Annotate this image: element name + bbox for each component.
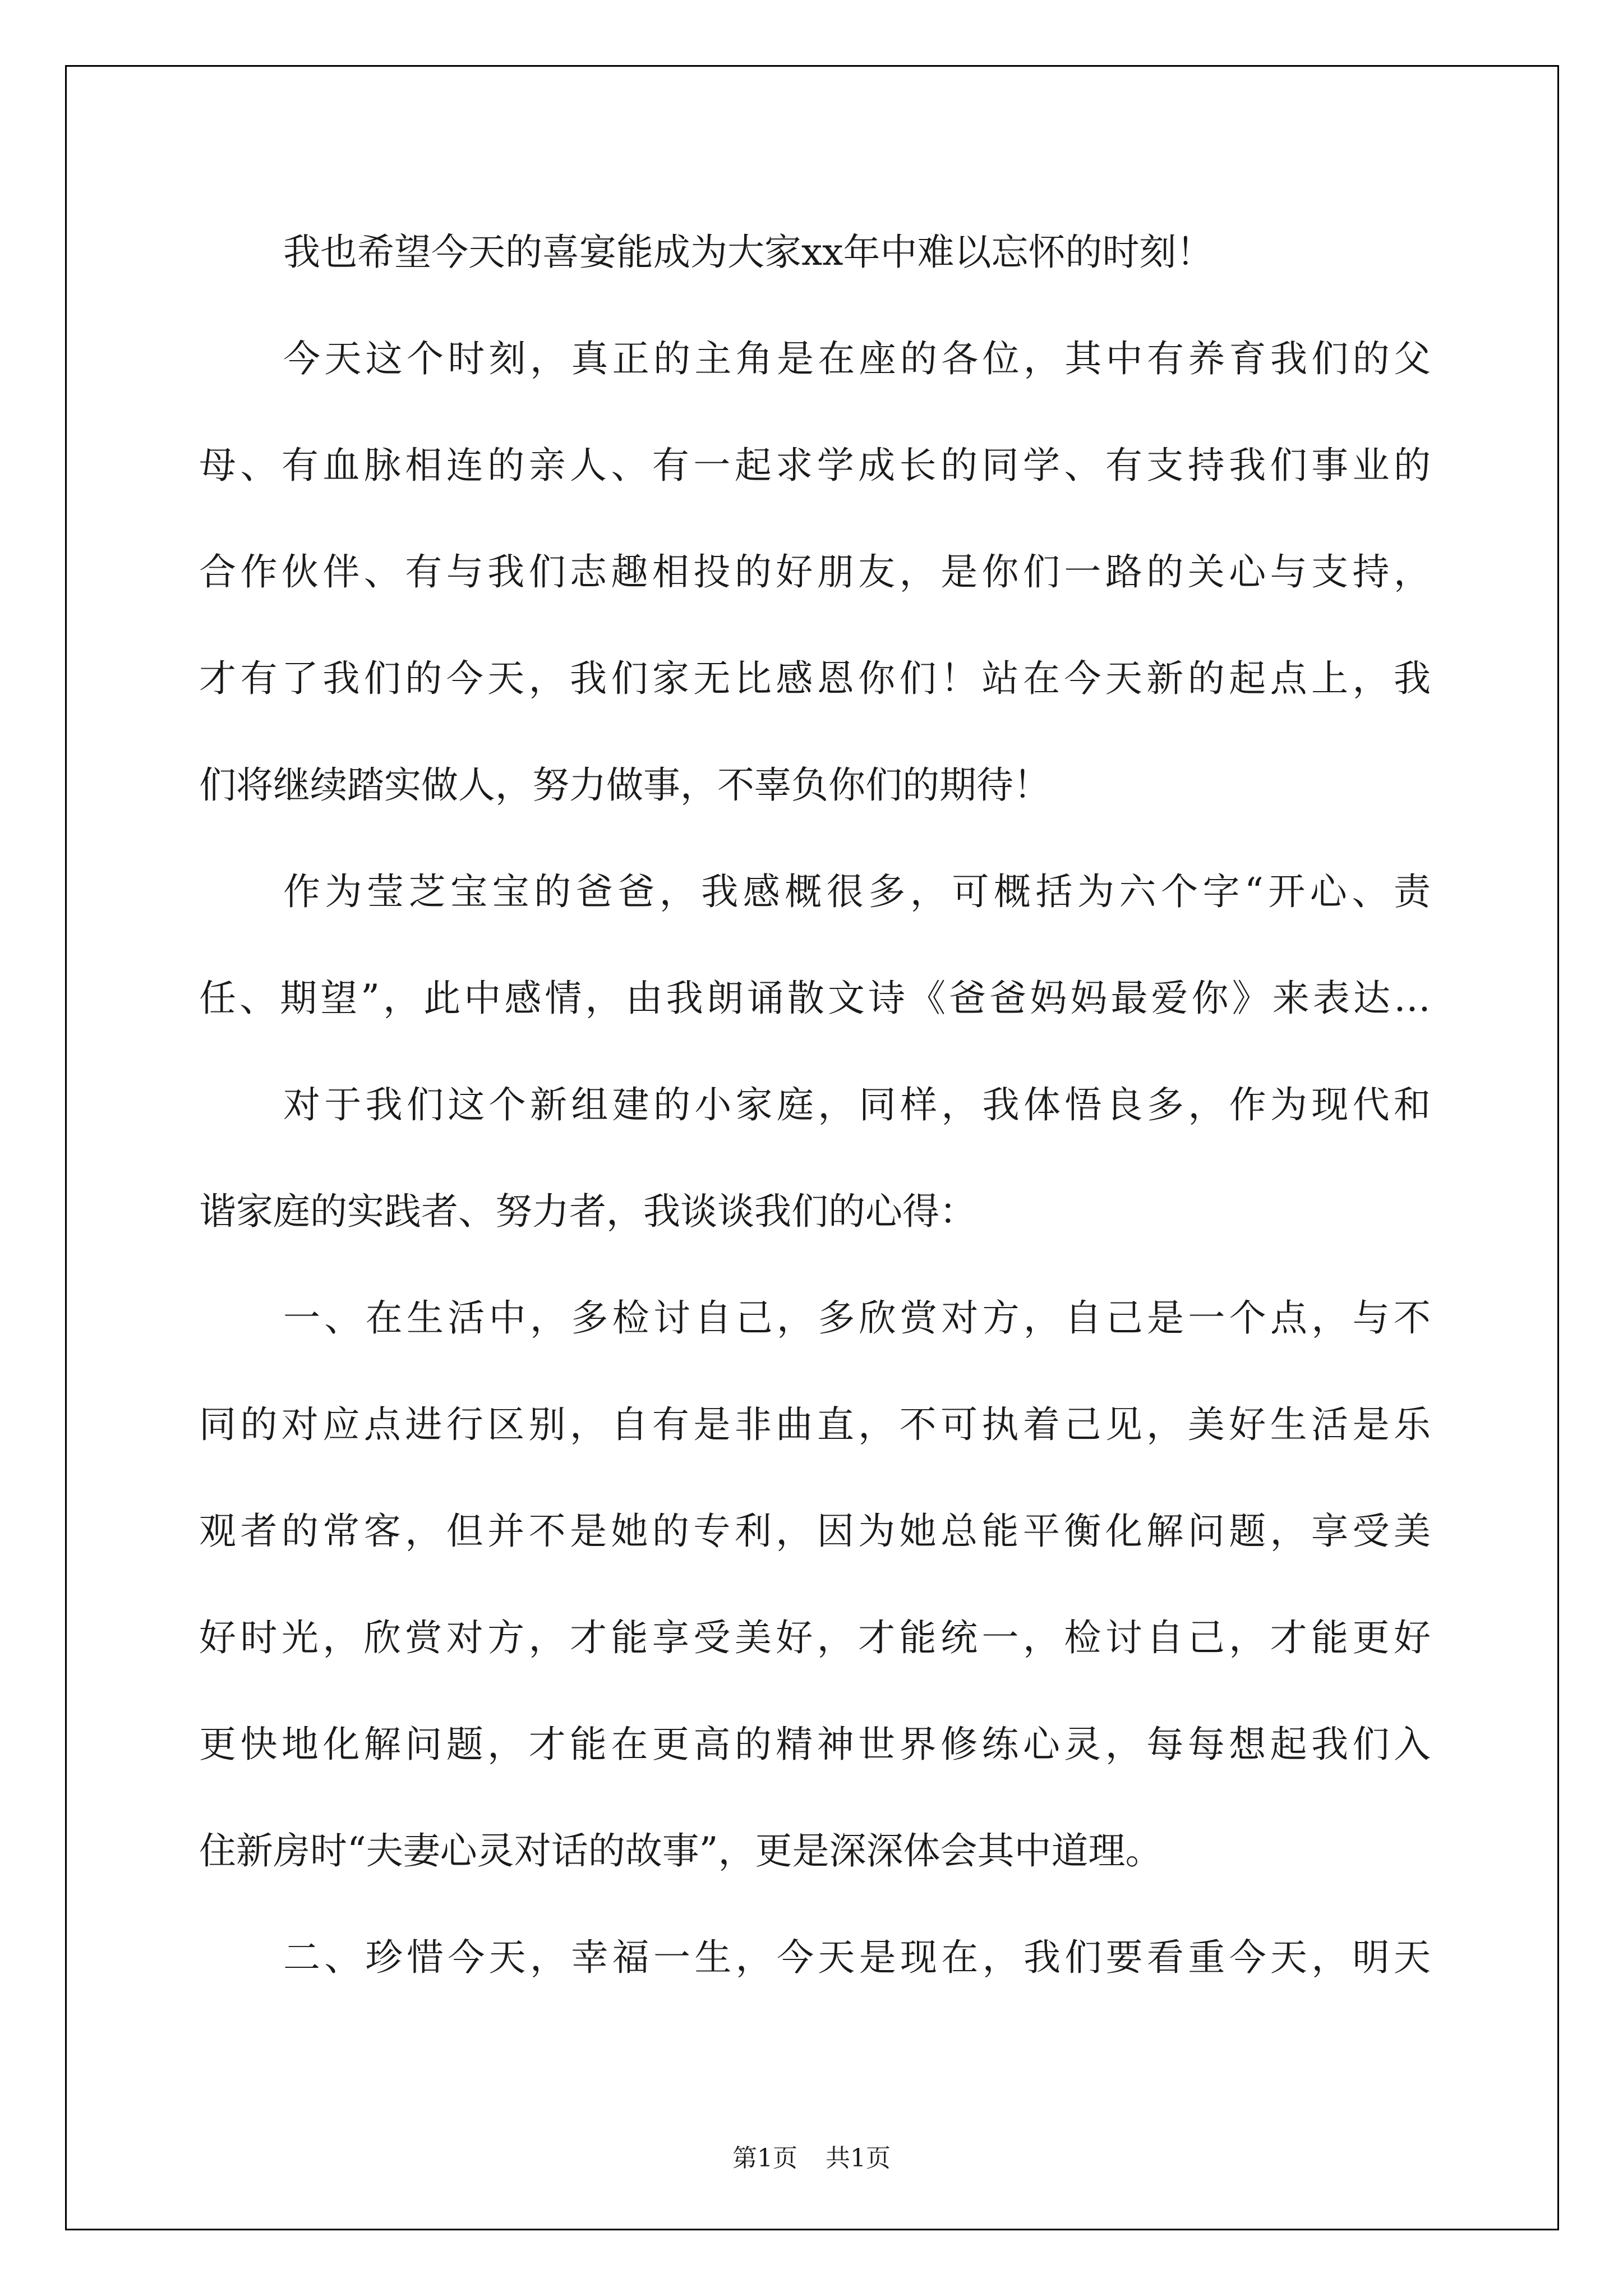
text-line: 同的对应点进行区别，自有是非曲直，不可执着己见，美好生活是乐 [199, 1403, 1431, 1446]
text-line: 住新房时“夫妻心灵对话的故事”，更是深深体会其中道理。 [199, 1829, 1163, 1872]
text-line: 谐家庭的实践者、努力者，我谈谈我们的心得： [199, 1190, 976, 1233]
text-line: 更快地化解问题，才能在更高的精神世界修练心灵，每每想起我们入 [199, 1723, 1431, 1766]
text-line: 才有了我们的今天，我们家无比感恩你们！站在今天新的起点上，我 [199, 657, 1431, 700]
text-line: 我也希望今天的喜宴能成为大家xx年中难以忘怀的时刻！ [283, 231, 1214, 274]
text-line: 好时光，欣赏对方，才能享受美好，才能统一，检讨自己，才能更好 [199, 1616, 1431, 1659]
text-line: 作为莹芝宝宝的爸爸，我感概很多，可概括为六个字“开心、责 [283, 870, 1431, 913]
text-line: 二、珍惜今天，幸福一生，今天是现在，我们要看重今天，明天 [283, 1936, 1431, 1979]
text-line: 观者的常客，但并不是她的专利，因为她总能平衡化解问题，享受美 [199, 1510, 1431, 1553]
page-total: 共1页 [826, 2144, 891, 2173]
page-number: 第1页 [732, 2144, 797, 2173]
text-line: 一、在生活中，多检讨自己，多欣赏对方，自己是一个点，与不 [283, 1296, 1431, 1340]
text-line: 们将继续踏实做人，努力做事，不辜负你们的期待！ [199, 763, 1050, 807]
text-line: 对于我们这个新组建的小家庭，同样，我体悟良多，作为现代和 [283, 1083, 1431, 1126]
text-line: 合作伙伴、有与我们志趣相投的好朋友，是你们一路的关心与支持， [199, 550, 1431, 593]
page-footer [0, 2142, 1623, 2175]
text-line: 任、期望”，此中感情，由我朗诵散文诗《爸爸妈妈最爱你》来表达… [199, 977, 1431, 1020]
text-line: 母、有血脉相连的亲人、有一起求学成长的同学、有支持我们事业的 [199, 444, 1431, 487]
text-line: 今天这个时刻，真正的主角是在座的各位，其中有养育我们的父 [283, 337, 1431, 380]
